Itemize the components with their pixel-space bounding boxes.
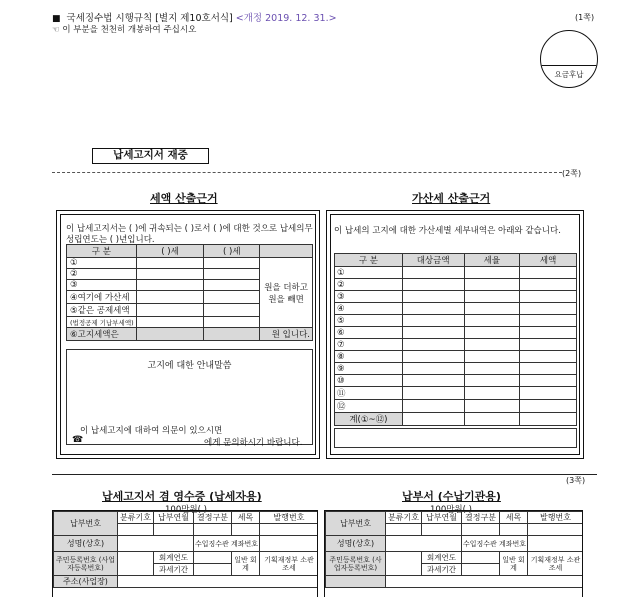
col-header: 세율 [464, 254, 520, 267]
fiscal-year-label: 회계연도 [154, 552, 194, 564]
tax-item-label: 세목 [500, 512, 528, 524]
year-month-label: 납부연월 [154, 512, 194, 524]
solid-divider [52, 474, 597, 475]
general-account-label: 일반 회계 [232, 552, 260, 576]
decision-label: 결정구분 [462, 512, 500, 524]
row-label: ③ [67, 280, 137, 291]
col-header: ( )세 [136, 245, 204, 258]
agency-label: 기획재정부 소관 조세 [528, 552, 584, 576]
note-subtract: 원을 빼면 [268, 294, 304, 305]
row-label: ⑨ [335, 363, 403, 375]
row-label: ⑤ [335, 315, 403, 327]
issue-no-label: 발행번호 [260, 512, 319, 524]
col-header [260, 245, 313, 258]
stamp-label: 요금후납 [541, 65, 597, 80]
row-label: ④여기에 가산세 [67, 291, 137, 304]
address-label: 주소(사업장) [54, 576, 118, 588]
receipt-agency-title: 납부서 (수납기관용) [402, 490, 501, 503]
row-label: (법정공제 기납부세액) [67, 317, 137, 328]
row-label: ⑦ [335, 339, 403, 351]
row-label: ⑫ [335, 400, 403, 413]
square-bullet-icon: ■ [52, 14, 61, 24]
page-number-3: (3쪽) [566, 476, 586, 485]
penalty-basis-title: 가산세 산출근거 [412, 192, 491, 205]
agency-label: 기획재정부 소관 조세 [260, 552, 319, 576]
receipt-taxpayer-box [52, 510, 318, 597]
row-label: ③ [335, 291, 403, 303]
tax-period-label: 과세기간 [422, 564, 462, 576]
classification-label: 분류기호 [118, 512, 154, 524]
row-label: ① [335, 267, 403, 279]
col-header: 구 분 [67, 245, 137, 258]
classification-label: 분류기호 [386, 512, 422, 524]
penalty-footer-box [334, 428, 577, 448]
note-add: 원을 더하고 [264, 282, 308, 293]
total-label: 계(①~⑫) [335, 413, 403, 426]
reissue-box: 납세고지서 재중 [92, 148, 209, 164]
contact-text: 에게 문의하시기 바랍니다. [204, 438, 303, 448]
decision-label: 결정구분 [194, 512, 232, 524]
collecting-account-label: 수입징수관 계좌번호 [194, 536, 260, 552]
tax-no-label: 납부번호 [54, 512, 118, 536]
row-label: ⑩ [335, 375, 403, 387]
row-label: ① [67, 258, 137, 269]
collecting-account-label: 수입징수관 계좌번호 [462, 536, 528, 552]
note-cell [260, 258, 313, 328]
form-header [52, 10, 337, 24]
total-suffix: 원 입니다. [260, 328, 313, 341]
page-number-2: (2쪽) [562, 169, 582, 178]
tax-item-label: 세목 [232, 512, 260, 524]
tax-basis-table [66, 244, 313, 341]
postage-stamp [540, 30, 598, 88]
page-number-1: (1쪽) [575, 13, 595, 22]
open-notice: ☜ 이 부분을 천천히 개봉하여 주십시오 [52, 25, 197, 35]
general-account-label: 일반 회계 [500, 552, 528, 576]
col-header: 대상금액 [402, 254, 464, 267]
col-header: 구 분 [335, 254, 403, 267]
tax-basis-title: 세액 산출근거 [150, 192, 218, 205]
guidance-title: 고지에 대한 안내말씀 [147, 361, 232, 371]
row-label: ⑤같은 공제세액 [67, 304, 137, 317]
name-label: 성명(상호) [326, 536, 386, 552]
row-label: ⑥ [335, 327, 403, 339]
tax-no-label: 납부번호 [326, 512, 386, 536]
penalty-basis-intro: 이 납세의 고지에 대한 가산세별 세부내역은 아래와 같습니다. [334, 226, 561, 236]
receipt-agency-box [324, 510, 583, 597]
name-label: 성명(상호) [54, 536, 118, 552]
tax-basis-intro: 이 납세고지서는 ( )에 귀속되는 ( )로서 ( )에 대한 것으로 납세의무 성립연도는 ( )년입니다. [66, 224, 313, 245]
receipt-unit: 100만원( ) [430, 505, 472, 515]
receipt-taxpayer-table [53, 511, 318, 588]
phone-icon: ☎ [72, 435, 84, 445]
total-label: ⑥고지세액은 [67, 328, 137, 341]
row-label: ⑪ [335, 387, 403, 400]
id-no-label: 주민등록번호 (사업자등록번호) [326, 552, 386, 576]
dashed-divider [52, 172, 562, 173]
penalty-basis-table [334, 253, 577, 426]
receipt-unit: 100만원( ) [165, 505, 207, 515]
year-month-label: 납부연월 [422, 512, 462, 524]
row-label: ④ [335, 303, 403, 315]
col-header: 세액 [520, 254, 577, 267]
row-label: ② [67, 269, 137, 280]
issue-no-label: 발행번호 [528, 512, 584, 524]
inquiry-text: 이 납세고지에 대하여 의문이 있으시면 [80, 426, 223, 436]
fiscal-year-label: 회계연도 [422, 552, 462, 564]
row-label: ② [335, 279, 403, 291]
id-no-label: 주민등록번호 (사업자등록번호) [54, 552, 118, 576]
row-label: ⑧ [335, 351, 403, 363]
receipt-taxpayer-title: 납세고지서 겸 영수증 (납세자용) [102, 490, 262, 503]
tax-period-label: 과세기간 [154, 564, 194, 576]
receipt-agency-table [325, 511, 583, 588]
revision-date: <개정 2019. 12. 31.> [235, 13, 337, 24]
col-header: ( )세 [204, 245, 260, 258]
form-title: 국세징수법 시행규칙 [별지 제10호서식] [66, 13, 233, 24]
